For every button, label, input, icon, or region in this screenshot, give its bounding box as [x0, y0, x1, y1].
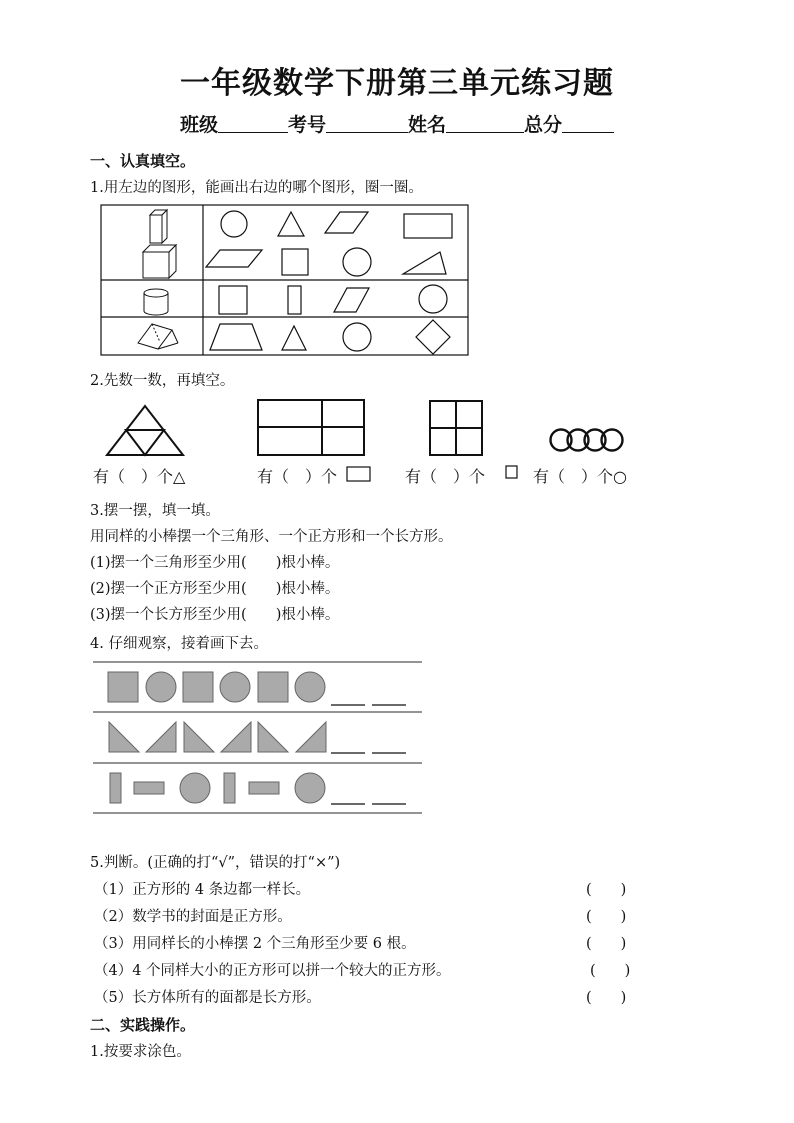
cylinder-icon: [144, 289, 168, 315]
circle-icon: [220, 672, 250, 702]
square-icon: [108, 672, 138, 702]
score-blank[interactable]: [562, 114, 614, 133]
squares-figure: [430, 401, 482, 455]
page-title: 一年级数学下册第三单元练习题: [180, 66, 614, 101]
score-label: 总分: [524, 114, 563, 136]
square-icon: [258, 672, 288, 702]
table-border: [101, 205, 468, 355]
rectangle-icon: [288, 286, 301, 314]
triangle-icon: [282, 326, 306, 350]
triangle-icon: [278, 212, 304, 236]
triangles-figure: [107, 406, 183, 455]
rectangle-icon: [110, 773, 121, 803]
q3-item-1[interactable]: (1)摆一个三角形至少用( )根小棒。: [90, 555, 340, 571]
rectangle-icon: [224, 773, 235, 803]
q2-answer-rectangles[interactable]: 有（ ）个: [257, 467, 338, 486]
rectangle-icon: [404, 214, 452, 238]
q5-answer-2[interactable]: ( ): [586, 909, 627, 925]
triangle-icon: [221, 722, 251, 752]
parallelogram-icon: [206, 250, 262, 267]
square-icon: [506, 466, 517, 478]
answer-blanks: [331, 705, 406, 804]
circle-icon: [343, 323, 371, 351]
triangular-prism-icon: [138, 324, 178, 349]
cube-icon: [143, 245, 176, 278]
q2-answer-squares[interactable]: 有（ ）个: [405, 467, 486, 486]
pattern-row-3: [110, 773, 325, 803]
question-1: 1.用左边的图形，能画出右边的哪个图形，圈一圈。: [90, 180, 423, 196]
q5-item-2: （2）数学书的封面是正方形。: [94, 909, 292, 925]
q5-item-4: （4）4 个同样大小的正方形可以拼一个较大的正方形。: [94, 963, 451, 979]
question-2: 2.先数一数，再填空。: [90, 373, 235, 389]
exam-no-label: 考号: [287, 114, 326, 136]
circle-icon: [295, 773, 325, 803]
question-5: 5.判断。(正确的打“√”，错误的打“×”): [90, 855, 341, 871]
circle-icon: [180, 773, 210, 803]
class-label: 班级: [179, 114, 218, 136]
q5-item-3: （3）用同样长的小棒摆 2 个三角形至少要 6 根。: [94, 936, 416, 952]
question-4: 4. 仔细观察，接着画下去。: [90, 636, 268, 652]
square-icon: [282, 249, 308, 275]
q5-item-5: （5）长方体所有的面都是长方形。: [94, 990, 321, 1006]
triangle-icon: [296, 722, 326, 752]
rectangle-icon: [347, 467, 370, 481]
pattern-row-2: [109, 722, 326, 752]
triangle-icon: [258, 722, 288, 752]
cuboid-icon: [150, 210, 167, 243]
section2-heading: 二、实践操作。: [90, 1016, 196, 1034]
square-icon: [183, 672, 213, 702]
triangle-icon: [146, 722, 176, 752]
q2-answer-triangles[interactable]: 有（ ）个△: [93, 467, 186, 486]
exam-no-blank[interactable]: [326, 114, 408, 133]
circle-icon: [146, 672, 176, 702]
q5-item-1: （1）正方形的 4 条边都一样长。: [94, 882, 311, 898]
q3-intro: 用同样的小棒摆一个三角形、一个正方形和一个长方形。: [90, 529, 453, 545]
q5-answer-4[interactable]: ( ): [590, 963, 631, 979]
section1-heading: 一、认真填空。: [90, 152, 196, 170]
triangle-icon: [403, 252, 446, 274]
q5-answer-5[interactable]: ( ): [586, 990, 627, 1006]
class-blank[interactable]: [218, 114, 288, 133]
q2-answer-circles[interactable]: 有（ ）个○: [533, 467, 627, 486]
q5-answer-3[interactable]: ( ): [586, 936, 627, 952]
circle-icon: [419, 285, 447, 313]
diamond-icon: [416, 320, 450, 354]
name-label: 姓名: [408, 114, 447, 136]
parallelogram-icon: [334, 288, 369, 312]
triangle-icon: [184, 722, 214, 752]
parallelogram-icon: [325, 212, 368, 233]
student-info-line: [0, 110, 794, 137]
rectangle-icon: [134, 782, 164, 794]
q3-item-3[interactable]: (3)摆一个长方形至少用( )根小棒。: [90, 607, 340, 623]
q5-answer-1[interactable]: ( ): [586, 882, 627, 898]
question-3: 3.摆一摆，填一填。: [90, 503, 220, 519]
triangle-icon: [109, 722, 139, 752]
pattern-row-1: [108, 672, 325, 702]
circle-icon: [221, 211, 247, 237]
square-icon: [219, 286, 247, 314]
rings-figure: [551, 430, 623, 451]
trapezoid-icon: [210, 324, 262, 350]
circle-icon: [295, 672, 325, 702]
rectangles-figure: [258, 400, 364, 455]
name-blank[interactable]: [446, 114, 524, 133]
circle-icon: [343, 248, 371, 276]
q3-item-2[interactable]: (2)摆一个正方形至少用( )根小棒。: [90, 581, 340, 597]
section2-question-1: 1.按要求涂色。: [90, 1044, 191, 1060]
rectangle-icon: [249, 782, 279, 794]
